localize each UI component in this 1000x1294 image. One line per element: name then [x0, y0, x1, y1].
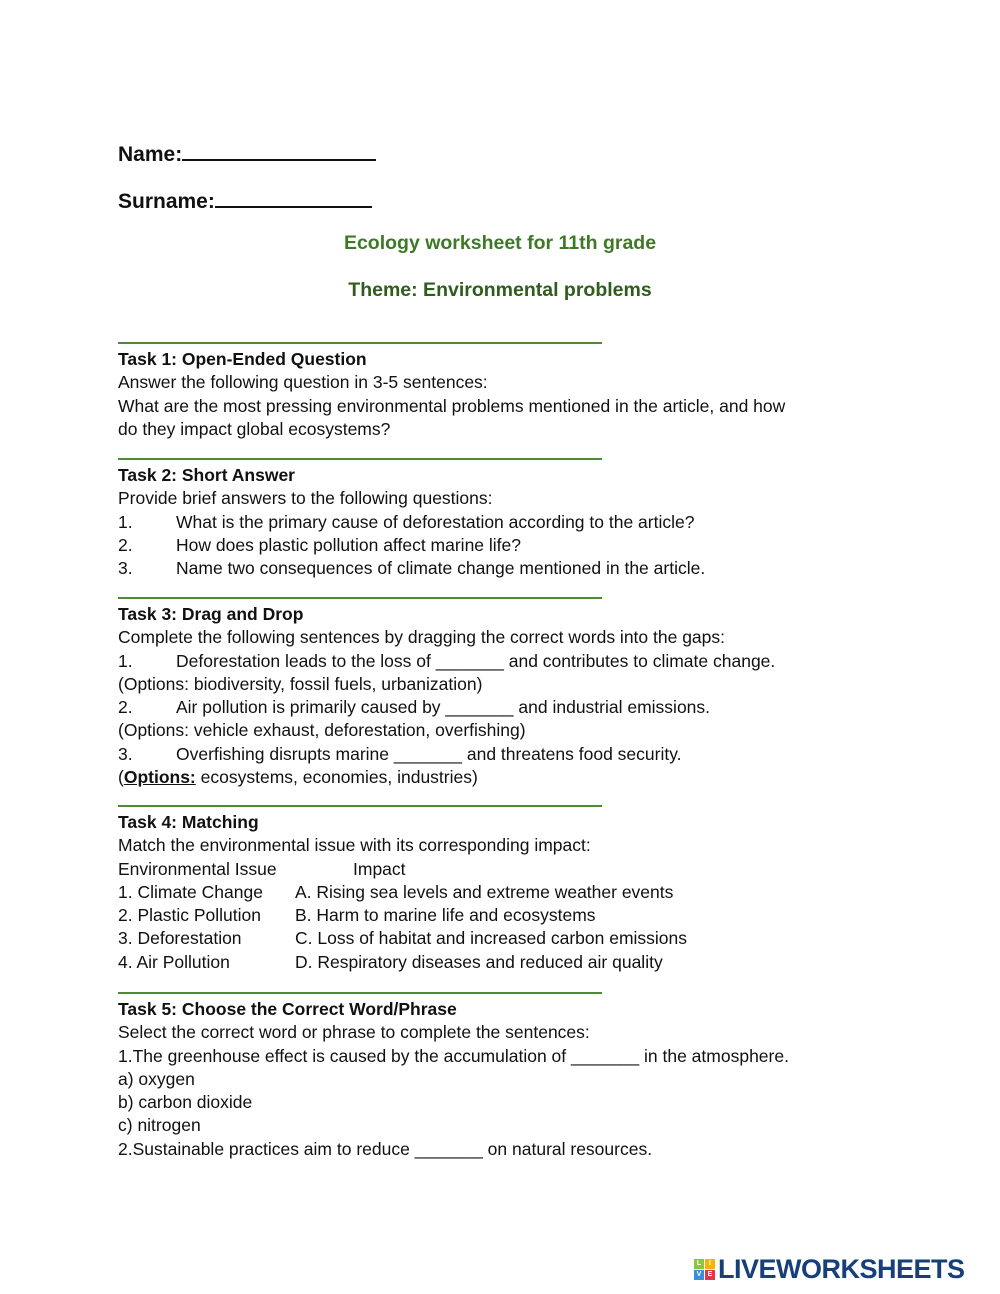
item-number: 1. [118, 650, 133, 671]
question-text: do they impact global ecosystems? [118, 418, 391, 439]
task-4 [118, 805, 918, 974]
options-text: (Options: biodiversity, fossil fuels, urbanization) [118, 673, 483, 694]
issue: 3. Deforestation [118, 928, 242, 949]
logo-tile: L [694, 1259, 704, 1269]
task-instruction: Match the environmental issue with its corresponding impact: [118, 835, 591, 856]
item-number: 3. [118, 558, 133, 579]
task-instruction: Select the correct word or phrase to complete the sentences: [118, 1022, 590, 1043]
logo-tile: E [705, 1270, 715, 1280]
matching-header [118, 858, 918, 881]
issue: 4. Air Pollution [118, 951, 230, 972]
task-1 [118, 342, 918, 441]
question-text[interactable]: 1.The greenhouse effect is caused by the accumulation of _______ in the atmosphere. [118, 1045, 789, 1066]
matching-row[interactable] [118, 951, 918, 974]
item-text: Name two consequences of climate change mentioned in the article. [176, 558, 706, 579]
gap-sentence[interactable]: Overfishing disrupts marine _______ and threatens food security. [176, 743, 682, 764]
item-number: 2. [118, 534, 133, 555]
task-heading: Task 4: Matching [118, 812, 259, 832]
impact: A. Rising sea levels and extreme weather events [295, 881, 674, 902]
answer-option[interactable]: b) carbon dioxide [118, 1092, 253, 1113]
list-item [118, 650, 918, 673]
impact: B. Harm to marine life and ecosystems [295, 905, 596, 926]
gap-sentence[interactable]: Air pollution is primarily caused by _______ and industrial emissions. [176, 697, 711, 718]
task-heading: Task 1: Open-Ended Question [118, 349, 367, 369]
name-field[interactable] [118, 139, 376, 167]
surname-field[interactable] [118, 186, 372, 214]
surname-blank[interactable] [215, 186, 372, 208]
options-list: ecosystems, economies, industries) [195, 767, 478, 788]
matching-row[interactable] [118, 927, 918, 950]
list-item [118, 743, 918, 766]
name-blank[interactable] [182, 139, 376, 161]
task-instruction: Provide brief answers to the following questions: [118, 488, 493, 509]
task-heading: Task 2: Short Answer [118, 465, 295, 485]
column-header-issue: Environmental Issue [118, 858, 277, 879]
task-heading: Task 3: Drag and Drop [118, 604, 304, 624]
column-header-impact: Impact [353, 858, 406, 879]
task-instruction: Complete the following sentences by dragging the correct words into the gaps: [118, 627, 726, 648]
matching-row[interactable] [118, 881, 918, 904]
issue: 2. Plastic Pollution [118, 905, 261, 926]
list-item [118, 557, 918, 580]
item-number: 2. [118, 697, 133, 718]
logo-tile: I [705, 1259, 715, 1269]
list-item [118, 696, 918, 719]
task-instruction: Answer the following question in 3-5 sentences: [118, 372, 488, 393]
paren: ( [118, 767, 124, 788]
impact: D. Respiratory diseases and reduced air quality [295, 951, 663, 972]
gap-sentence[interactable]: Deforestation leads to the loss of _______ and contributes to climate change. [176, 650, 776, 671]
liveworksheets-logo [694, 1254, 965, 1285]
matching-row[interactable] [118, 904, 918, 927]
item-number: 1. [118, 511, 133, 532]
logo-tiles-icon [694, 1259, 715, 1280]
impact: C. Loss of habitat and increased carbon emissions [295, 928, 688, 949]
name-label: Name: [118, 143, 183, 166]
surname-label: Surname: [118, 190, 215, 213]
answer-option[interactable]: a) oxygen [118, 1068, 195, 1089]
issue: 1. Climate Change [118, 881, 263, 902]
question-text: What are the most pressing environmental problems mentioned in the article, and how [118, 395, 786, 416]
options-text [118, 766, 918, 789]
item-number: 3. [118, 743, 133, 764]
task-heading: Task 5: Choose the Correct Word/Phrase [118, 999, 457, 1019]
logo-text: LIVEWORKSHEETS [718, 1254, 965, 1284]
task-5 [118, 992, 918, 1161]
question-text[interactable]: 2.Sustainable practices aim to reduce _______ on natural resources. [118, 1138, 653, 1159]
worksheet-theme: Theme: Environmental problems [348, 279, 652, 301]
logo-tile: V [694, 1270, 704, 1280]
answer-option[interactable]: c) nitrogen [118, 1115, 201, 1136]
task-3 [118, 597, 918, 789]
options-label: Options: [123, 767, 196, 788]
options-text: (Options: vehicle exhaust, deforestation, overfishing) [118, 720, 526, 741]
list-item [118, 511, 918, 534]
list-item [118, 534, 918, 557]
item-text: How does plastic pollution affect marine life? [176, 534, 522, 555]
worksheet-title: Ecology worksheet for 11th grade [343, 232, 657, 254]
task-2 [118, 458, 918, 580]
item-text: What is the primary cause of deforestation according to the article? [176, 511, 695, 532]
